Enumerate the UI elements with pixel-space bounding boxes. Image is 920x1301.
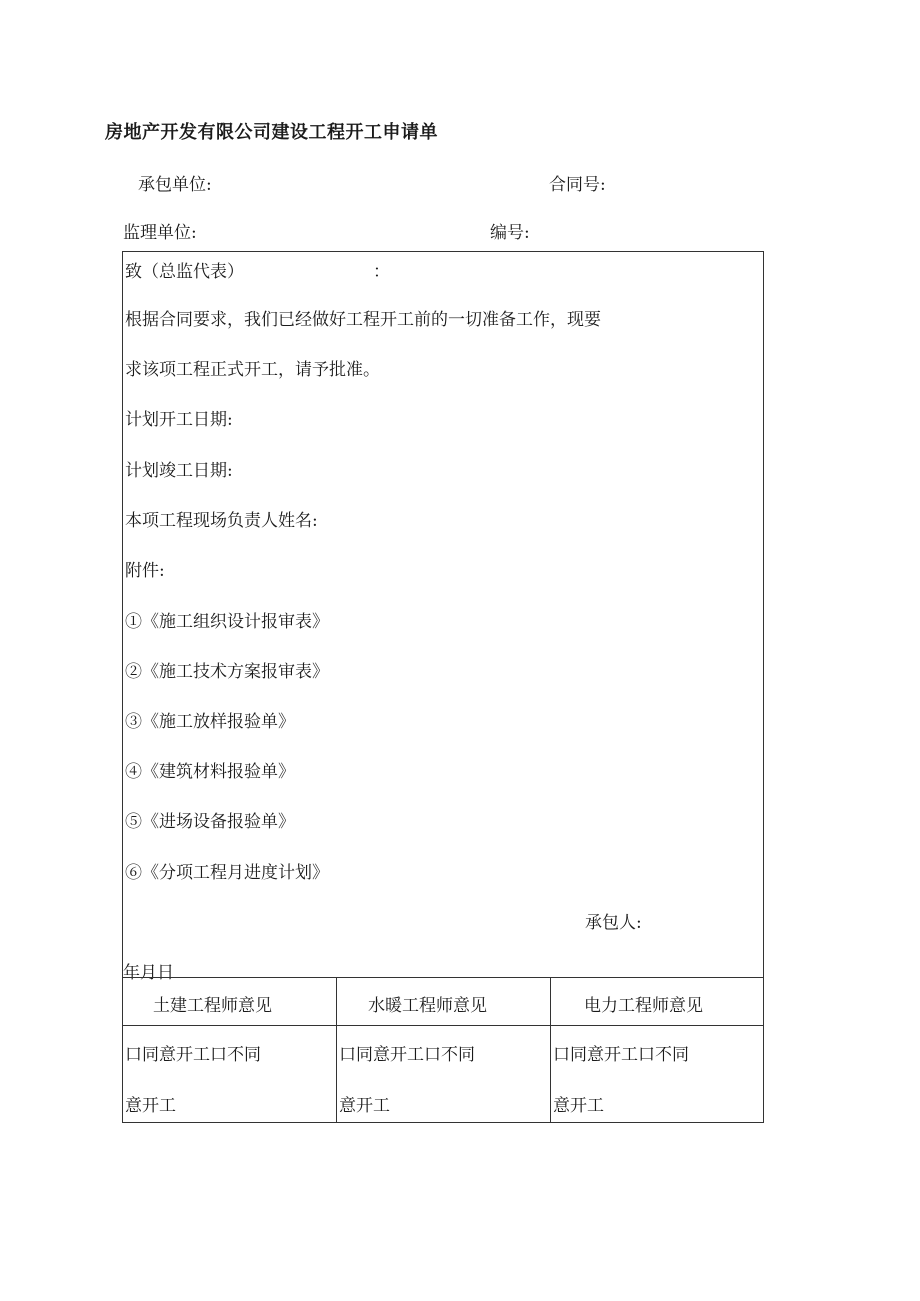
- table-divider: [550, 977, 551, 1122]
- electrical-approval-options-cont: 意开工: [553, 1096, 604, 1116]
- planned-start-date-label: 计划开工日期:: [125, 410, 233, 430]
- addressee-colon: ：: [373, 262, 390, 282]
- engineer-opinions-table: [123, 977, 763, 1122]
- request-paragraph-line-2: 求该项工程正式开工，请予批准。: [125, 360, 380, 380]
- electrical-engineer-opinion-header: 电力工程师意见: [584, 996, 703, 1016]
- attachment-item: ⑥《分项工程月进度计划》: [125, 863, 329, 883]
- civil-engineer-opinion-header: 土建工程师意见: [153, 996, 272, 1016]
- request-paragraph-line-1: 根据合同要求，我们已经做好工程开工前的一切准备工作，现要: [125, 310, 601, 330]
- attachment-item: ④《建筑材料报验单》: [125, 762, 295, 782]
- date-label: 年月日: [123, 963, 174, 983]
- civil-approval-options[interactable]: 口同意开工口不同: [125, 1045, 261, 1065]
- hvac-engineer-opinion-header: 水暖工程师意见: [368, 996, 487, 1016]
- application-form: [122, 251, 764, 1123]
- contractor-signature-label: 承包人:: [585, 913, 642, 933]
- hvac-approval-options[interactable]: 口同意开工口不同: [339, 1045, 475, 1065]
- site-manager-label: 本项工程现场负责人姓名:: [125, 511, 318, 531]
- page-title: 房地产开发有限公司建设工程开工申请单: [105, 122, 438, 143]
- serial-number-label: 编号:: [490, 223, 530, 243]
- hvac-approval-options-cont: 意开工: [339, 1096, 390, 1116]
- attachments-label: 附件:: [125, 561, 165, 581]
- table-divider: [123, 977, 763, 978]
- attachment-item: ③《施工放样报验单》: [125, 712, 295, 732]
- attachment-item: ⑤《进场设备报验单》: [125, 812, 295, 832]
- supervisor-unit-label: 监理单位:: [123, 223, 197, 243]
- addressee-label: 致（总监代表）: [125, 262, 244, 282]
- table-divider: [336, 977, 337, 1122]
- civil-approval-options-cont: 意开工: [125, 1096, 176, 1116]
- planned-finish-date-label: 计划竣工日期:: [125, 461, 233, 481]
- electrical-approval-options[interactable]: 口同意开工口不同: [553, 1045, 689, 1065]
- contractor-unit-label: 承包单位:: [138, 175, 212, 195]
- table-divider: [123, 1025, 763, 1026]
- attachment-item: ②《施工技术方案报审表》: [125, 662, 329, 682]
- contract-number-label: 合同号:: [549, 175, 606, 195]
- attachment-item: ①《施工组织设计报审表》: [125, 612, 329, 632]
